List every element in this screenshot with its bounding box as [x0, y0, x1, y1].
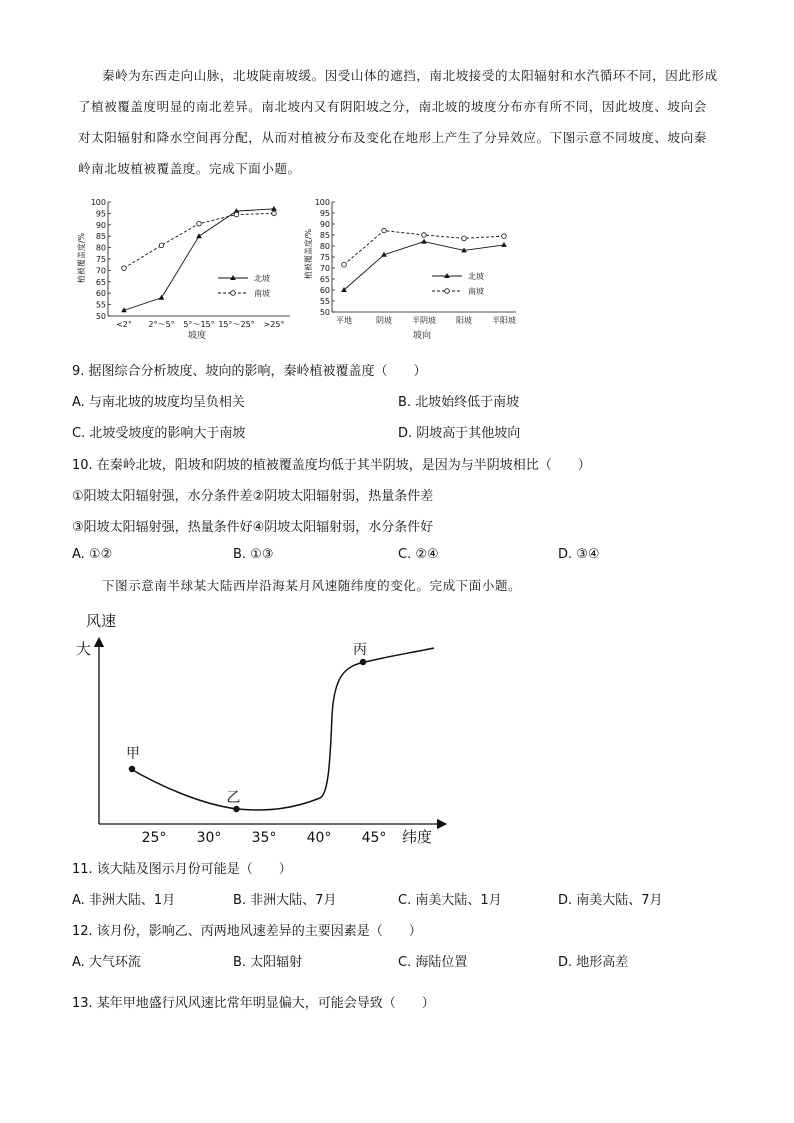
c1-xtick-label: 2°～5° [148, 320, 175, 329]
c2-ytick-label: 95 [319, 209, 330, 218]
wind-ylabel: 风速 [86, 612, 117, 630]
c2-point-south [382, 228, 387, 233]
question-12-stem: 12. 该月份，影响乙、丙两地风速差异的主要因素是（ ） [72, 924, 422, 939]
c1-ylabel: 植被覆盖度/% [77, 232, 86, 284]
c2-legend-label: 南坡 [468, 287, 484, 296]
q12-option-d[interactable]: D. 地形高差 [558, 955, 629, 970]
c1-point-south [272, 211, 277, 216]
wind-point-label: 乙 [226, 790, 241, 806]
c2-ytick-label: 75 [319, 253, 330, 262]
c1-xtick-label: <2° [116, 320, 132, 329]
q12-option-a[interactable]: A. 大气环流 [72, 955, 141, 970]
question-10-stem: 10. 在秦岭北坡，阳坡和阴坡的植被覆盖度均低于其半阴坡，是因为与半阴坡相比（ ） [72, 458, 591, 473]
c1-xtick-label: 15°～25° [218, 320, 255, 329]
c2-xtick-label: 阳坡 [456, 316, 472, 325]
c2-xlabel: 坡向 [412, 331, 432, 341]
c2-ytick-label: 100 [314, 198, 330, 207]
c2-point-south [342, 262, 347, 267]
wind-speed-curve [129, 648, 434, 810]
c2-ytick-label: 70 [319, 264, 330, 273]
wind-xtick-label: 40° [306, 830, 332, 846]
c1-legend-label: 南坡 [254, 289, 270, 298]
c2-xtick-label: 半阴坡 [412, 316, 436, 325]
wind-point-marker [360, 659, 366, 665]
slope-aspect-chart [302, 196, 528, 346]
q11-option-a[interactable]: A. 非洲大陆、1月 [72, 893, 176, 908]
c1-point-north [271, 206, 277, 211]
c1-ytick-label: 75 [95, 255, 106, 264]
wind-point-label: 丙 [353, 642, 367, 658]
c1-xlabel: 坡度 [187, 331, 207, 341]
q12-option-c[interactable]: C. 海陆位置 [398, 955, 468, 970]
wind-ytop-label: 大 [76, 640, 92, 658]
c1-ytick-label: 70 [95, 266, 106, 276]
q11-option-c[interactable]: C. 南美大陆、1月 [398, 893, 502, 908]
c2-legend-marker [445, 289, 450, 294]
c1-ytick-label: 65 [95, 277, 106, 287]
c1-ytick-label: 85 [95, 232, 106, 242]
c2-point-north [421, 239, 427, 244]
c2-xtick-label: 平地 [336, 316, 352, 325]
q10-option-c[interactable]: C. ②④ [398, 547, 439, 562]
wind-xtick-label: 35° [251, 830, 277, 846]
c1-ytick-label: 55 [95, 300, 106, 310]
c2-point-south [502, 234, 507, 239]
wind-xlabel: 纬度 [402, 828, 433, 846]
c2-ytick-label: 90 [319, 220, 330, 229]
c1-point-south [122, 266, 127, 271]
question-9-stem: 9. 据图综合分析坡度、坡向的影响，秦岭植被覆盖度（ ） [72, 364, 427, 379]
q11-option-b[interactable]: B. 非洲大陆、7月 [233, 893, 337, 908]
q10-option-a[interactable]: A. ①② [72, 547, 113, 562]
c1-point-north [196, 233, 202, 238]
c1-point-south [197, 221, 202, 226]
q10-statement-line-1: ①阳坡太阳辐射强，水分条件差②阴坡太阳辐射弱，热量条件差 [72, 489, 434, 504]
c2-legend-label: 北坡 [468, 272, 484, 281]
c2-ytick-label: 55 [319, 297, 330, 306]
intro-paragraph-1 [78, 60, 718, 184]
wind-point-marker [233, 806, 239, 812]
q11-option-d[interactable]: D. 南美大陆、7月 [558, 893, 663, 908]
q9-option-d[interactable]: D. 阴坡高于其他坡向 [398, 426, 521, 441]
wind-point-label: 甲 [126, 746, 140, 762]
c2-ytick-label: 60 [319, 286, 330, 295]
c1-point-north [159, 295, 165, 300]
c1-xtick-label: 5°～15° [183, 320, 215, 329]
c1-point-south [159, 243, 164, 248]
c1-ytick-label: 50 [95, 312, 106, 321]
wind-xtick-label: 45° [361, 830, 387, 846]
c2-ytick-label: 85 [319, 231, 330, 240]
q10-option-d[interactable]: D. ③④ [558, 547, 600, 562]
c2-xtick-label: 半阳坡 [492, 316, 516, 325]
q10-statement-line-2: ③阳坡太阳辐射强，热量条件好④阴坡太阳辐射弱，水分条件好 [72, 520, 434, 535]
q9-option-c[interactable]: C. 北坡受坡度的影响大于南坡 [72, 426, 246, 441]
c2-ytick-label: 80 [319, 242, 330, 251]
c2-xtick-label: 阴坡 [376, 316, 392, 325]
c1-ytick-label: 100 [90, 198, 106, 207]
q9-option-b[interactable]: B. 北坡始终低于南坡 [398, 395, 520, 410]
c1-ytick-label: 60 [95, 289, 106, 299]
wind-xtick-label: 30° [196, 830, 222, 846]
q10-option-b[interactable]: B. ①③ [233, 547, 274, 562]
q9-option-a[interactable]: A. 与南北坡的坡度均呈负相关 [72, 395, 245, 410]
wind-point-marker [129, 766, 135, 772]
c2-series-line-north [344, 242, 504, 290]
c2-point-south [462, 236, 467, 241]
question-13-stem: 13. 某年甲地盛行风风速比常年明显偏大，可能会导致（ ） [72, 996, 435, 1011]
c2-legend-marker [444, 273, 450, 278]
intro-paragraph-2 [78, 570, 718, 601]
question-11-stem: 11. 该大陆及图示月份可能是（ ） [72, 862, 292, 877]
c1-point-south [234, 212, 239, 217]
c1-ytick-label: 90 [95, 220, 106, 230]
wind-xtick-label: 25° [141, 830, 167, 846]
q12-option-b[interactable]: B. 太阳辐射 [233, 955, 303, 970]
c1-ytick-label: 80 [95, 243, 106, 253]
wind-speed-latitude-chart [70, 606, 460, 851]
c2-point-north [501, 242, 507, 247]
c1-legend-marker [231, 291, 236, 296]
intro-text-2: 下图示意南半球某大陆西岸沿海某月风速随纬度的变化。完成下面小题。 [102, 578, 522, 593]
slope-gradient-chart [74, 196, 300, 346]
intro-text-1: 秦岭为东西走向山脉，北坡陡南坡缓。因受山体的遮挡，南北坡接受的太阳辐射和水汽循环不同，因此形成了植被覆盖度明显的南北差异。南北坡内又有阴阳坡之分，南北坡的坡度分布亦有所不同，因此坡度、坡向会对太阳辐射和降水空间再分配，从而对植被分布及变化在地形上产生了分异效应。下图示意不同坡度、坡向秦岭南北坡植被覆盖度。完成下面小题。 [78, 68, 718, 176]
c2-ytick-label: 50 [319, 308, 330, 317]
c2-ylabel: 植被覆盖度/% [304, 228, 313, 280]
c1-ytick-label: 95 [95, 209, 106, 219]
c1-legend-label: 北坡 [254, 274, 270, 283]
c1-xtick-label: >25° [263, 320, 285, 329]
c1-legend-marker [230, 275, 236, 280]
c2-point-south [422, 233, 427, 238]
c2-ytick-label: 65 [319, 275, 330, 284]
